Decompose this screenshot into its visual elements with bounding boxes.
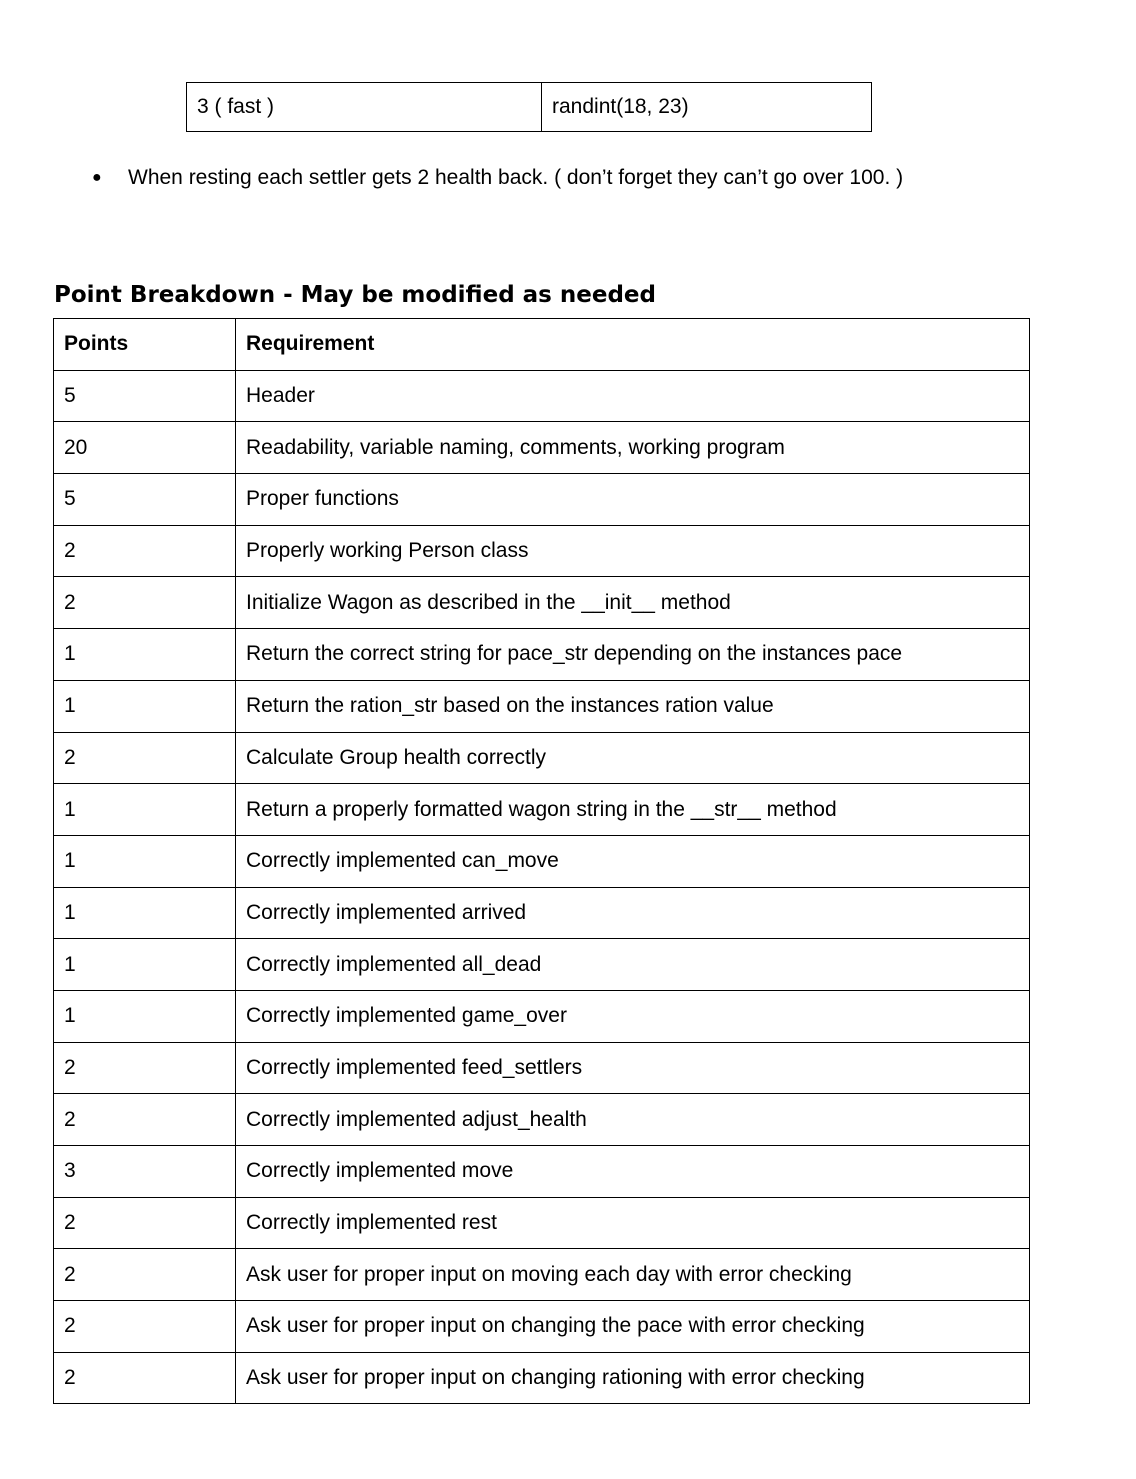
requirement-cell: Ask user for proper input on changing the pace with error checking — [236, 1301, 1030, 1353]
table-row — [54, 939, 1030, 991]
table-row — [54, 1301, 1030, 1353]
distance-cell: randint(18, 23) — [542, 83, 872, 132]
requirement-cell: Correctly implemented adjust_health — [236, 1094, 1030, 1146]
points-cell: 2 — [54, 1352, 236, 1404]
table-row — [54, 629, 1030, 681]
points-cell: 1 — [54, 990, 236, 1042]
requirement-cell: Ask user for proper input on moving each day with error checking — [236, 1249, 1030, 1301]
bullet-icon: ● — [92, 169, 102, 186]
table-row — [54, 1094, 1030, 1146]
table-row — [54, 370, 1030, 422]
points-cell: 2 — [54, 1042, 236, 1094]
resting-note — [92, 166, 903, 190]
requirement-cell: Correctly implemented arrived — [236, 887, 1030, 939]
points-cell: 2 — [54, 1094, 236, 1146]
points-cell: 1 — [54, 887, 236, 939]
note-text: When resting each settler gets 2 health back. ( don’t forget they can’t go over 100. ) — [128, 166, 904, 189]
section-title: Point Breakdown - May be modified as needed — [54, 282, 656, 308]
table-row — [54, 577, 1030, 629]
points-cell: 1 — [54, 680, 236, 732]
points-cell: 2 — [54, 1197, 236, 1249]
points-cell: 1 — [54, 835, 236, 887]
points-cell: 5 — [54, 474, 236, 526]
table-row — [54, 835, 1030, 887]
points-cell: 1 — [54, 939, 236, 991]
requirement-cell: Ask user for proper input on changing rationing with error checking — [236, 1352, 1030, 1404]
table-row — [54, 422, 1030, 474]
requirement-cell: Calculate Group health correctly — [236, 732, 1030, 784]
requirement-cell: Initialize Wagon as described in the __init__ method — [236, 577, 1030, 629]
requirement-cell: Properly working Person class — [236, 525, 1030, 577]
table-row — [54, 680, 1030, 732]
table-row — [54, 1146, 1030, 1198]
points-cell: 2 — [54, 732, 236, 784]
points-cell: 2 — [54, 577, 236, 629]
points-cell: 1 — [54, 629, 236, 681]
table-row — [54, 525, 1030, 577]
points-table-body — [54, 370, 1030, 1404]
points-cell: 3 — [54, 1146, 236, 1198]
pace-cell: 3 ( fast ) — [187, 83, 542, 132]
column-header-requirement: Requirement — [236, 319, 1030, 371]
requirement-cell: Correctly implemented game_over — [236, 990, 1030, 1042]
points-cell: 2 — [54, 525, 236, 577]
requirement-cell: Correctly implemented can_move — [236, 835, 1030, 887]
requirement-cell: Correctly implemented feed_settlers — [236, 1042, 1030, 1094]
table-row — [187, 83, 872, 132]
requirement-cell: Return the ration_str based on the instances ration value — [236, 680, 1030, 732]
requirement-cell: Readability, variable naming, comments, working program — [236, 422, 1030, 474]
table-row — [54, 784, 1030, 836]
requirement-cell: Return the correct string for pace_str depending on the instances pace — [236, 629, 1030, 681]
requirement-cell: Correctly implemented rest — [236, 1197, 1030, 1249]
points-cell: 1 — [54, 784, 236, 836]
points-cell: 20 — [54, 422, 236, 474]
requirement-cell: Correctly implemented all_dead — [236, 939, 1030, 991]
points-cell: 2 — [54, 1249, 236, 1301]
requirement-cell: Header — [236, 370, 1030, 422]
table-row — [54, 1197, 1030, 1249]
table-row — [54, 1352, 1030, 1404]
table-header-row — [54, 319, 1030, 371]
table-row — [54, 1042, 1030, 1094]
table-row — [54, 1249, 1030, 1301]
table-row — [54, 732, 1030, 784]
points-table — [53, 318, 1030, 1404]
requirement-cell: Correctly implemented move — [236, 1146, 1030, 1198]
requirement-cell: Return a properly formatted wagon string in the __str__ method — [236, 784, 1030, 836]
table-row — [54, 887, 1030, 939]
pace-table — [186, 82, 872, 132]
table-row — [54, 990, 1030, 1042]
table-row — [54, 474, 1030, 526]
points-cell: 2 — [54, 1301, 236, 1353]
requirement-cell: Proper functions — [236, 474, 1030, 526]
column-header-points: Points — [54, 319, 236, 371]
points-cell: 5 — [54, 370, 236, 422]
